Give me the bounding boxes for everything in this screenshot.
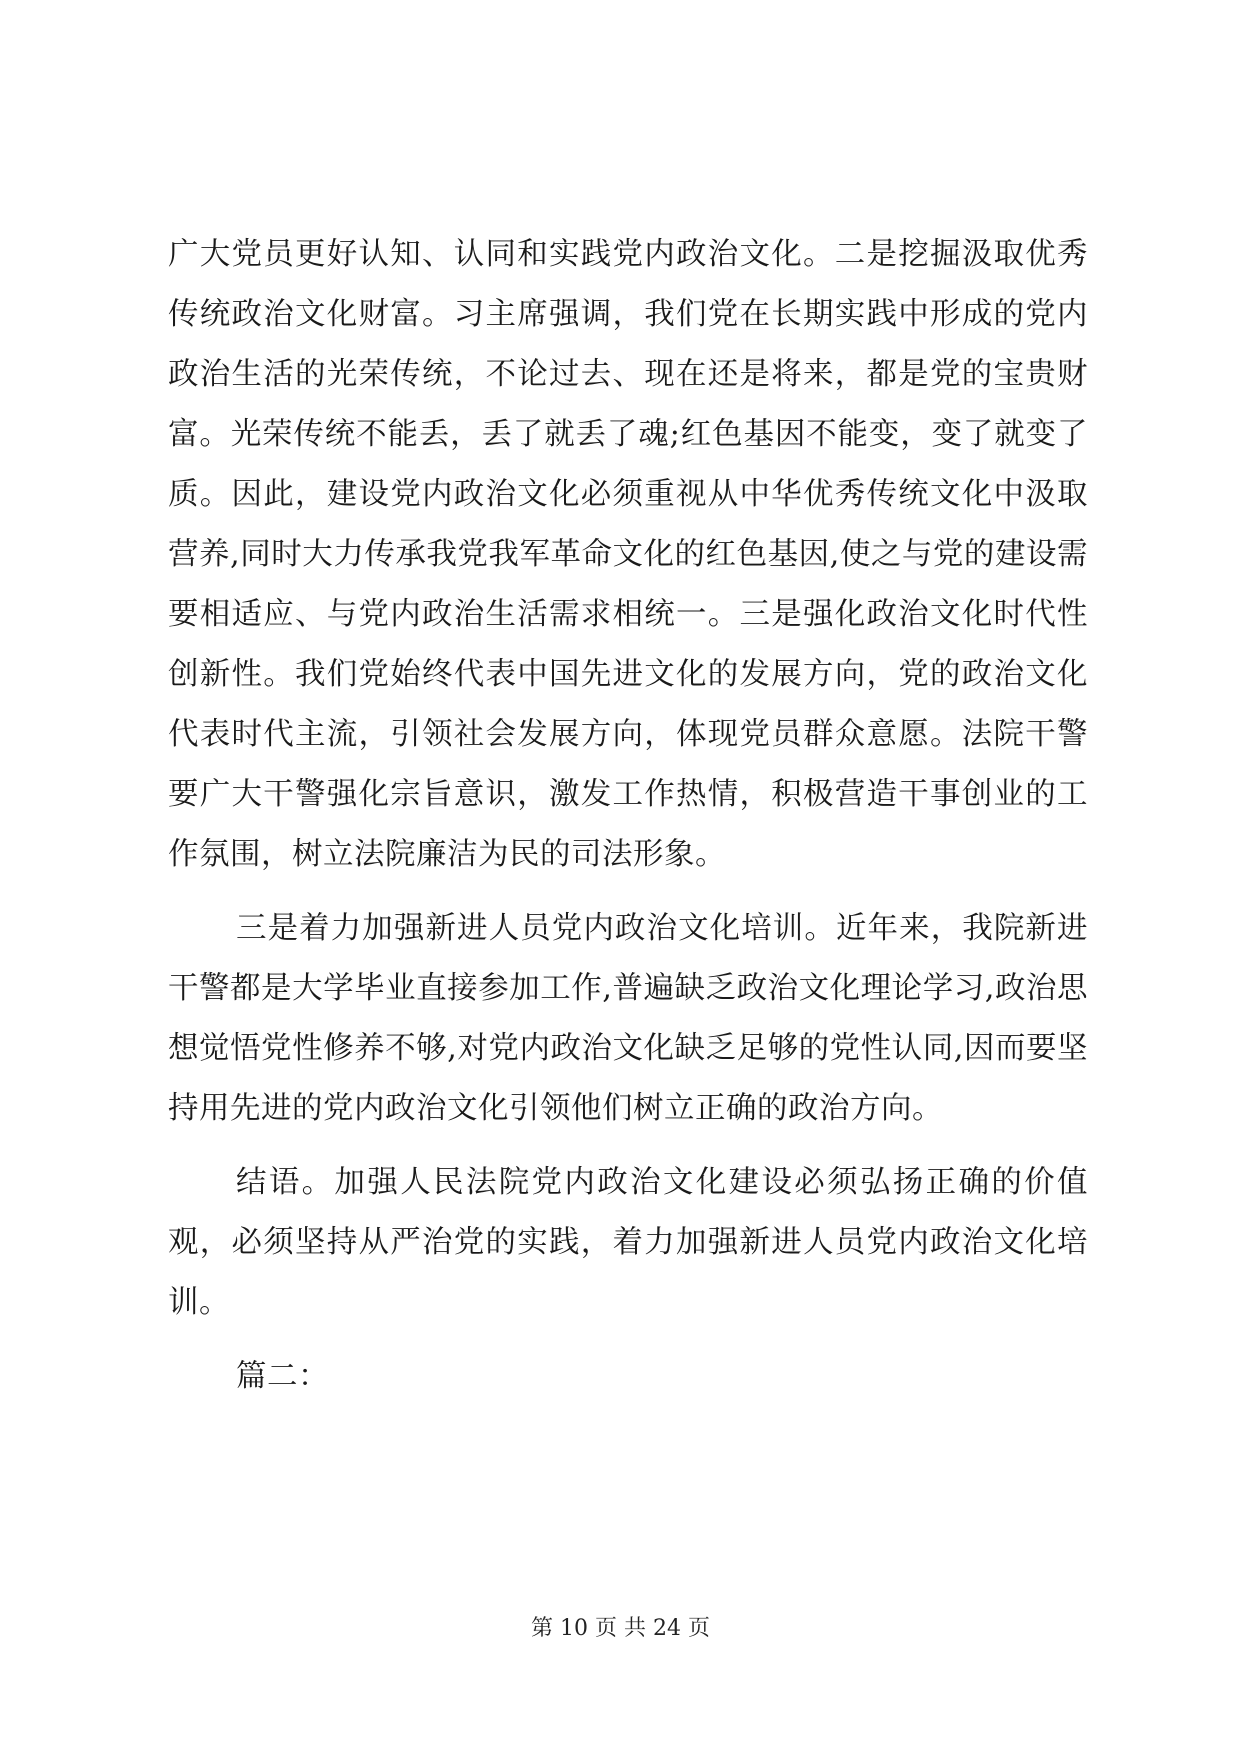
page-footer: 第 10 页 共 24 页 <box>531 1616 710 1641</box>
section-heading: 篇二： <box>236 1359 329 1394</box>
paragraph-conclusion: 结语。加强人民法院党内政治文化建设必须弘扬正确的价值观，必须坚持从严治党的实践，着力加强新进人员党内政治文化培训。 <box>168 1165 1088 1320</box>
paragraph-continued: 广大党员更好认知、认同和实践党内政治文化。二是挖掘汲取优秀传统政治文化财富。习主席强调，我们党在长期实践中形成的党内政治生活的光荣传统，不论过去、现在还是将来，都是党的宝贵财富。光荣传统不能丢，丢了就丢了魂;红色基因不能变，变了就变了质。因此，建设党内政治文化必须重视从中华优秀传统文化中汲取营养,同时大力传承我党我军革命文化的红色基因,使之与党的建设需要相适应、与党内政治生活需求相统一。三是强化政治文化时代性创新性。我们党始终代表中国先进文化的发展方向，党的政治文化代表时代主流，引领社会发展方向，体现党员群众意愿。法院干警要广大干警强化宗旨意识，激发工作热情，积极营造干事创业的工作氛围，树立法院廉洁为民的司法形象。 <box>168 237 1088 872</box>
document-body <box>168 225 1088 1407</box>
paragraph-training: 三是着力加强新进人员党内政治文化培训。近年来，我院新进干警都是大学毕业直接参加工作,普遍缺乏政治文化理论学习,政治思想觉悟党性修养不够,对党内政治文化缺乏足够的党性认同,因而要坚持用先进的党内政治文化引领他们树立正确的政治方向。 <box>168 911 1088 1126</box>
